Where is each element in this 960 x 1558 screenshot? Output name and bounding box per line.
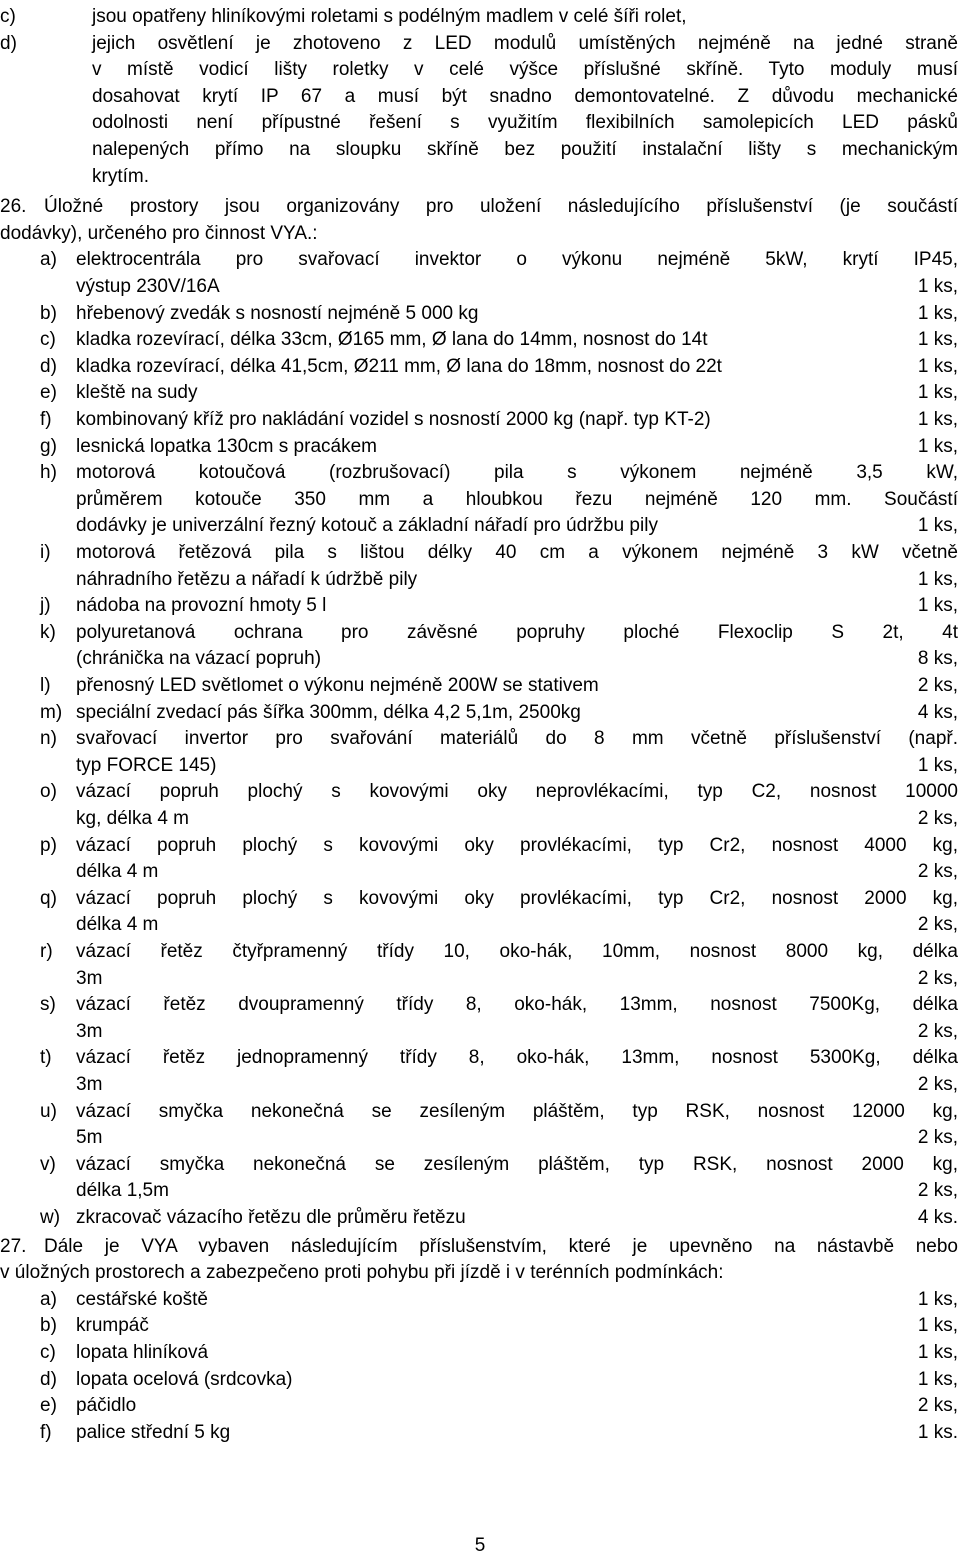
section-26-item-quantity: 2 ks,	[917, 967, 958, 989]
section-26-item-marker: l)	[40, 675, 51, 696]
text-line	[0, 646, 960, 672]
text-line	[0, 753, 960, 779]
text-line	[0, 912, 960, 938]
section-26-item-quantity: 1 ks,	[917, 276, 958, 297]
section-26-item-marker: h)	[40, 462, 57, 484]
section-27-item-marker: a)	[40, 1288, 57, 1310]
section-26-item-quantity: 2 ks,	[917, 808, 958, 829]
text-line	[0, 1367, 960, 1393]
text-line	[0, 593, 960, 619]
section-26-item-text: 3m	[76, 1020, 103, 1042]
section-26-item-marker: e)	[40, 382, 57, 404]
intro-item-text: v místě vodicí lišty roletky v celé výšce příslušné skříně. Tyto moduly musí	[92, 59, 958, 81]
text-line	[0, 513, 960, 539]
section-26-item-marker: p)	[40, 834, 57, 856]
section-26-item-text: vázací popruh plochý s kovovými oky provlékacími, typ Cr2, nosnost 2000 kg,	[76, 887, 958, 909]
section-26-item-marker: a)	[40, 249, 57, 271]
text-line	[0, 164, 960, 190]
section-26-item-text: typ FORCE 145)	[76, 754, 217, 776]
text-line	[0, 301, 960, 327]
section-27-item-text: cestářské koště	[76, 1288, 208, 1310]
section-26-item-quantity: 2 ks,	[917, 1180, 958, 1202]
section-26-item-marker: o)	[40, 781, 57, 803]
section-26-item-quantity: 1 ks,	[917, 595, 958, 617]
section-27-item-text: krumpáč	[76, 1315, 149, 1337]
section-26-item-text: 5m	[76, 1127, 103, 1149]
section-26-item-marker: f)	[40, 409, 52, 430]
text-line	[0, 1340, 960, 1366]
section-26-item-text: kg, délka 4 m	[76, 808, 189, 829]
intro-item-text: nalepených přímo na sloupku skříně bez použití instalační lišty s mechanickým	[92, 139, 958, 160]
section-26-item-text: 3m	[76, 1074, 103, 1095]
section-26-item-quantity: 2 ks,	[917, 1127, 958, 1149]
section-26-item-quantity: 2 ks,	[917, 675, 958, 696]
section-27-number: 27.	[0, 1235, 27, 1257]
section-26-item-marker: s)	[40, 994, 56, 1016]
section-26-item-text: vázací řetěz čtyřpramenný třídy 10, oko-hák, 10mm, nosnost 8000 kg, délka	[76, 941, 958, 962]
text-line	[0, 247, 960, 273]
text-line	[0, 1152, 960, 1178]
section-26-text: dodávky), určeného pro činnost VYA.:	[0, 222, 318, 244]
text-line	[0, 327, 960, 353]
section-26-item-quantity: 1 ks,	[917, 515, 958, 537]
section-26-item-text: kladka rozevírací, délka 41,5cm, Ø211 mm, Ø lana do 18mm, nosnost do 22t	[76, 355, 722, 377]
text-line	[0, 84, 960, 110]
section-27-item-quantity: 1 ks,	[917, 1342, 958, 1363]
text-line	[0, 1072, 960, 1098]
section-26-item-text: vázací řetěz jednopramenný třídy 8, oko-hák, 13mm, nosnost 5300Kg, délka	[76, 1047, 958, 1069]
intro-item-text: jsou opatřeny hliníkovými roletami s podélným madlem v celé šíři rolet,	[92, 6, 687, 27]
text-line	[0, 434, 960, 460]
text-line	[0, 939, 960, 965]
section-26-item-quantity: 4 ks.	[917, 1207, 958, 1228]
section-26-item-quantity: 1 ks,	[917, 355, 958, 377]
section-26-item-text: délka 4 m	[76, 914, 159, 936]
text-line	[0, 1099, 960, 1125]
intro-item-text: krytím.	[92, 165, 149, 187]
text-line	[0, 620, 960, 646]
section-26-item-text: průměrem kotouče 350 mm a hloubkou řezu nejméně 120 mm. Součástí	[76, 488, 958, 510]
section-26-item-marker: b)	[40, 302, 57, 324]
section-26-item-text: motorová řetězová pila s lištou délky 40 cm a výkonem nejméně 3 kW včetně	[76, 542, 958, 563]
section-26-item-text: výstup 230V/16A	[76, 276, 220, 297]
section-26-item-text: dodávky je univerzální řezný kotouč a základní nářadí pro údržbu pily	[76, 515, 658, 537]
section-26-item-quantity: 8 ks,	[917, 648, 958, 670]
section-26-item-text: hřebenový zvedák s nosností nejméně 5 000 kg	[76, 302, 479, 324]
text-line	[0, 57, 960, 83]
section-26-item-text: nádoba na provozní hmoty 5 l	[76, 595, 327, 617]
text-line	[0, 966, 960, 992]
section-26-text: Úložné prostory jsou organizovány pro uložení následujícího příslušenství (je součástí	[44, 196, 958, 218]
section-26-item-text: délka 1,5m	[76, 1180, 169, 1202]
section-26-item-quantity: 2 ks,	[917, 1020, 958, 1042]
section-26-item-text: náhradního řetězu a nářadí k údržbě pily	[76, 568, 418, 590]
section-26-item-marker: q)	[40, 887, 57, 909]
section-26-item-text: polyuretanová ochrana pro závěsné popruhy ploché Flexoclip S 2t, 4t	[76, 621, 958, 643]
text-line	[0, 540, 960, 566]
section-26-item-text: vázací řetěz dvoupramenný třídy 8, oko-hák, 13mm, nosnost 7500Kg, délka	[76, 994, 958, 1016]
text-line	[0, 806, 960, 832]
section-26-item-text: kladka rozevírací, délka 33cm, Ø165 mm, Ø lana do 14mm, nosnost do 14t	[76, 329, 708, 351]
text-line	[0, 567, 960, 593]
text-line	[0, 833, 960, 859]
text-line	[0, 1287, 960, 1313]
text-line	[0, 4, 960, 30]
section-26-item-marker: i)	[40, 542, 51, 563]
section-27-text: Dále je VYA vybaven následujícím příslušenstvím, které je upevněno na nástavbě nebo	[44, 1235, 958, 1257]
section-26-item-marker: c)	[40, 329, 56, 351]
text-line	[0, 779, 960, 805]
section-26-item-quantity: 1 ks,	[917, 568, 958, 590]
section-27-item-quantity: 1 ks,	[917, 1288, 958, 1310]
text-line	[0, 1234, 960, 1260]
section-27-item-quantity: 1 ks,	[917, 1368, 958, 1390]
section-27-item-text: palice střední 5 kg	[76, 1421, 231, 1443]
text-line	[0, 673, 960, 699]
section-26-item-quantity: 1 ks,	[917, 302, 958, 324]
text-line	[0, 194, 960, 220]
text-line	[0, 274, 960, 300]
section-26-item-marker: w)	[40, 1207, 61, 1228]
text-line	[0, 1205, 960, 1231]
section-26-item-text: elektrocentrála pro svařovací invektor o výkonu nejméně 5kW, krytí IP45,	[76, 249, 958, 271]
text-line	[0, 1393, 960, 1419]
text-line	[0, 380, 960, 406]
section-26-item-text: kombinovaný kříž pro nakládání vozidel s nosností 2000 kg (např. typ KT-2)	[76, 409, 711, 430]
text-line	[0, 1420, 960, 1446]
section-26-item-marker: n)	[40, 728, 57, 750]
text-line	[0, 1178, 960, 1204]
section-26-item-quantity: 4 ks,	[917, 701, 958, 723]
text-line	[0, 1045, 960, 1071]
section-26-number: 26.	[0, 196, 27, 218]
section-26-item-marker: m)	[40, 701, 63, 723]
text-line	[0, 859, 960, 885]
text-line	[0, 110, 960, 136]
section-26-item-text: (chránička na vázací popruh)	[76, 648, 322, 670]
section-26-item-text: speciální zvedací pás šířka 300mm, délka 4,2 5,1m, 2500kg	[76, 701, 581, 723]
text-line	[0, 726, 960, 752]
section-27-item-marker: e)	[40, 1395, 57, 1417]
section-27-item-quantity: 1 ks,	[917, 1315, 958, 1337]
section-27-item-marker: d)	[40, 1368, 57, 1390]
section-26-item-quantity: 2 ks,	[917, 861, 958, 883]
section-26-item-marker: k)	[40, 621, 56, 643]
section-26-item-quantity: 1 ks,	[917, 329, 958, 351]
section-26-item-text: vázací popruh plochý s kovovými oky provlékacími, typ Cr2, nosnost 4000 kg,	[76, 834, 958, 856]
text-line	[0, 700, 960, 726]
section-27-item-quantity: 1 ks.	[917, 1421, 958, 1443]
text-line	[0, 886, 960, 912]
section-26-item-quantity: 1 ks,	[917, 754, 958, 776]
section-27-item-text: páčidlo	[76, 1395, 137, 1417]
page-number: 5	[474, 1535, 486, 1556]
text-line	[0, 1260, 960, 1286]
section-26-item-marker: d)	[40, 355, 57, 377]
section-26-item-text: vázací smyčka nekonečná se zesíleným pláštěm, typ RSK, nosnost 2000 kg,	[76, 1153, 958, 1175]
text-line	[0, 487, 960, 513]
intro-item-marker: d)	[0, 32, 17, 54]
section-26-item-marker: t)	[40, 1047, 52, 1069]
section-26-item-text: přenosný LED světlomet o výkonu nejméně 200W se stativem	[76, 675, 599, 696]
text-line	[0, 1019, 960, 1045]
text-line	[0, 31, 960, 57]
text-line	[0, 407, 960, 433]
section-26-item-text: vázací smyčka nekonečná se zesíleným pláštěm, typ RSK, nosnost 12000 kg,	[76, 1100, 958, 1122]
section-27-item-marker: c)	[40, 1342, 56, 1363]
section-26-item-marker: v)	[40, 1153, 56, 1175]
section-26-item-quantity: 2 ks,	[917, 1074, 958, 1095]
section-27-text: v úložných prostorech a zabezpečeno proti pohybu při jízdě i v terénních podmínkách:	[0, 1262, 724, 1284]
section-26-item-quantity: 2 ks,	[917, 914, 958, 936]
intro-item-text: dosahovat krytí IP 67 a musí být snadno demontovatelné. Z důvodu mechanické	[92, 85, 958, 107]
text-line	[0, 460, 960, 486]
section-26-item-marker: j)	[40, 595, 51, 617]
intro-item-text: odolnosti není přípustné řešení s využitím flexibilních samolepicích LED pásků	[92, 112, 958, 134]
section-27-item-marker: f)	[40, 1421, 52, 1443]
section-26-item-text: zkracovač vázacího řetězu dle průměru řetězu	[76, 1207, 466, 1228]
section-27-item-text: lopata ocelová (srdcovka)	[76, 1368, 293, 1390]
intro-item-marker: c)	[0, 6, 16, 27]
section-27-item-marker: b)	[40, 1315, 57, 1337]
section-26-item-text: motorová kotoučová (rozbrušovací) pila s výkonem nejméně 3,5 kW,	[76, 462, 958, 484]
text-line	[0, 221, 960, 247]
intro-item-text: jejich osvětlení je zhotoveno z LED modulů umístěných nejméně na jedné straně	[92, 32, 958, 54]
text-line	[0, 354, 960, 380]
section-26-item-marker: g)	[40, 435, 57, 457]
section-26-item-text: svařovací invertor pro svařování materiálů do 8 mm včetně příslušenství (např.	[76, 728, 958, 750]
text-line	[0, 992, 960, 1018]
section-27-item-quantity: 2 ks,	[917, 1395, 958, 1417]
section-26-item-text: délka 4 m	[76, 861, 159, 883]
text-line	[0, 137, 960, 163]
section-26-item-marker: r)	[40, 941, 53, 962]
section-26-item-text: 3m	[76, 967, 103, 989]
text-line	[0, 1313, 960, 1339]
section-26-item-quantity: 1 ks,	[917, 382, 958, 404]
section-26-item-text: kleště na sudy	[76, 382, 198, 404]
section-26-item-quantity: 1 ks,	[917, 435, 958, 457]
section-26-item-marker: u)	[40, 1100, 57, 1122]
section-27-item-text: lopata hliníková	[76, 1342, 209, 1363]
section-26-item-quantity: 1 ks,	[917, 409, 958, 430]
section-26-item-text: lesnická lopatka 130cm s pracákem	[76, 435, 377, 457]
section-26-item-text: vázací popruh plochý s kovovými oky neprovlékacími, typ C2, nosnost 10000	[76, 781, 958, 803]
text-line	[0, 1125, 960, 1151]
